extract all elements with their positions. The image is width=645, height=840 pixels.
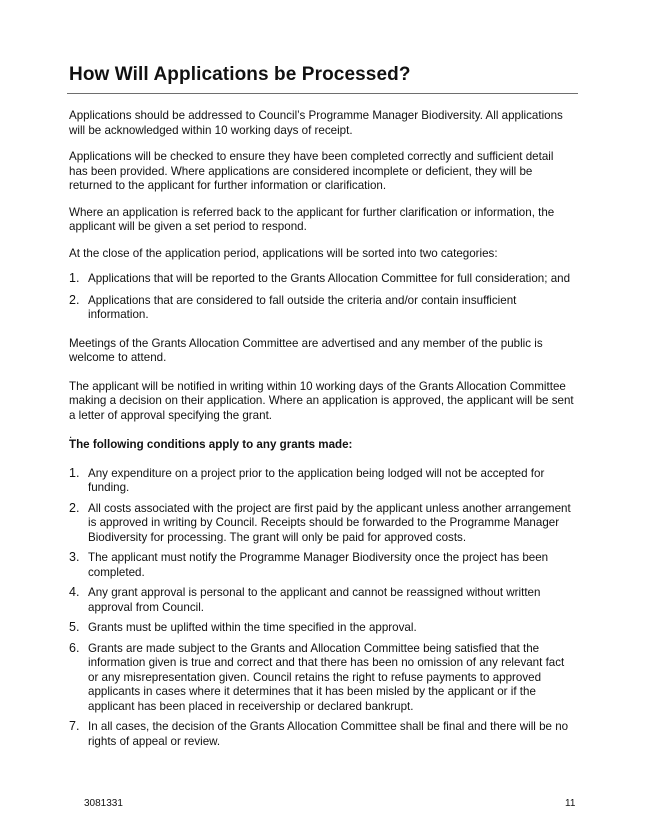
paragraph-sorting: At the close of the application period, applications will be sorted into two categories: bbox=[69, 246, 498, 260]
list-item bbox=[69, 586, 575, 615]
list-text: Applications that will be reported to the Grants Allocation Committee for full consideration; and bbox=[88, 272, 571, 285]
categories-list bbox=[69, 272, 575, 323]
paragraph-notification: The applicant will be notified in writing within 10 working days of the Grants Allocation Committee making a decision on their application. Where an application is approved, the applicant will be sent a letter of approval specifying the grant. bbox=[69, 379, 574, 422]
list-item bbox=[69, 294, 575, 323]
list-number: 6. bbox=[69, 640, 80, 655]
footer-page-number: 11 bbox=[565, 798, 576, 809]
list-text: Any grant approval is personal to the applicant and cannot be reassigned without written approval from Council. bbox=[88, 586, 541, 614]
list-item bbox=[69, 621, 575, 636]
paragraph-meetings: Meetings of the Grants Allocation Committee are advertised and any member of the public is welcome to attend. bbox=[69, 336, 543, 364]
list-text: The applicant must notify the Programme Manager Biodiversity once the project has been completed. bbox=[88, 551, 549, 579]
page-title: How Will Applications be Processed? bbox=[69, 64, 411, 85]
list-item bbox=[69, 551, 575, 580]
list-item bbox=[69, 467, 575, 496]
list-number: 1. bbox=[69, 271, 80, 285]
conditions-list bbox=[69, 467, 575, 750]
paragraph-addressing: Applications should be addressed to Council’s Programme Manager Biodiversity. All applications will be acknowledged within 10 working days of receipt. bbox=[69, 109, 563, 137]
list-item bbox=[69, 272, 575, 287]
list-text: Grants must be uplifted within the time specified in the approval. bbox=[88, 621, 417, 634]
list-item bbox=[69, 502, 575, 546]
list-text: Grants are made subject to the Grants and Allocation Committee being satisfied that the information given is true and correct and that there has been no omission of any relevant fact or any misrepresentation given. Council retains the right to refuse payments to approved applicants in cases where it determines that it has been misled by the applicant or if the applicant has been placed in receivership or declared bankrupt. bbox=[88, 641, 565, 713]
body-content bbox=[69, 109, 575, 749]
footer-doc-number: 3081331 bbox=[84, 798, 123, 809]
list-number: 5. bbox=[69, 620, 80, 634]
title-underline bbox=[67, 93, 578, 94]
list-text: All costs associated with the project are first paid by the applicant unless another arrangement is approved in writing by Council. Receipts should be forwarded to the Programme Manager Biodiversity for processing. The grant will only be paid for approved costs. bbox=[88, 501, 571, 544]
list-number: 4. bbox=[69, 585, 80, 599]
list-number: 7. bbox=[69, 719, 80, 733]
list-number: 2. bbox=[69, 292, 80, 307]
list-number: 3. bbox=[69, 550, 80, 564]
list-item bbox=[69, 720, 575, 749]
list-text: Applications that are considered to fall outside the criteria and/or contain insufficient information. bbox=[88, 293, 517, 321]
paragraph-referred-back: Where an application is referred back to the applicant for further clarification or information, the applicant will be given a set period to respond. bbox=[69, 205, 555, 233]
list-number: 2. bbox=[69, 500, 80, 515]
paragraph-checking: Applications will be checked to ensure they have been completed correctly and sufficient detail has been provided. Where applications are considered incomplete or deficient, they will be returned to the applicant for further information or clarification. bbox=[69, 150, 554, 192]
list-text: In all cases, the decision of the Grants Allocation Committee shall be final and there will be no rights of appeal or review. bbox=[88, 720, 569, 748]
conditions-heading: The following conditions apply to any grants made: bbox=[69, 438, 353, 451]
stray-dot: . bbox=[69, 428, 73, 441]
list-number: 1. bbox=[69, 465, 80, 480]
list-text: Any expenditure on a project prior to the application being lodged will not be accepted for funding. bbox=[88, 466, 545, 494]
list-item bbox=[69, 642, 575, 715]
